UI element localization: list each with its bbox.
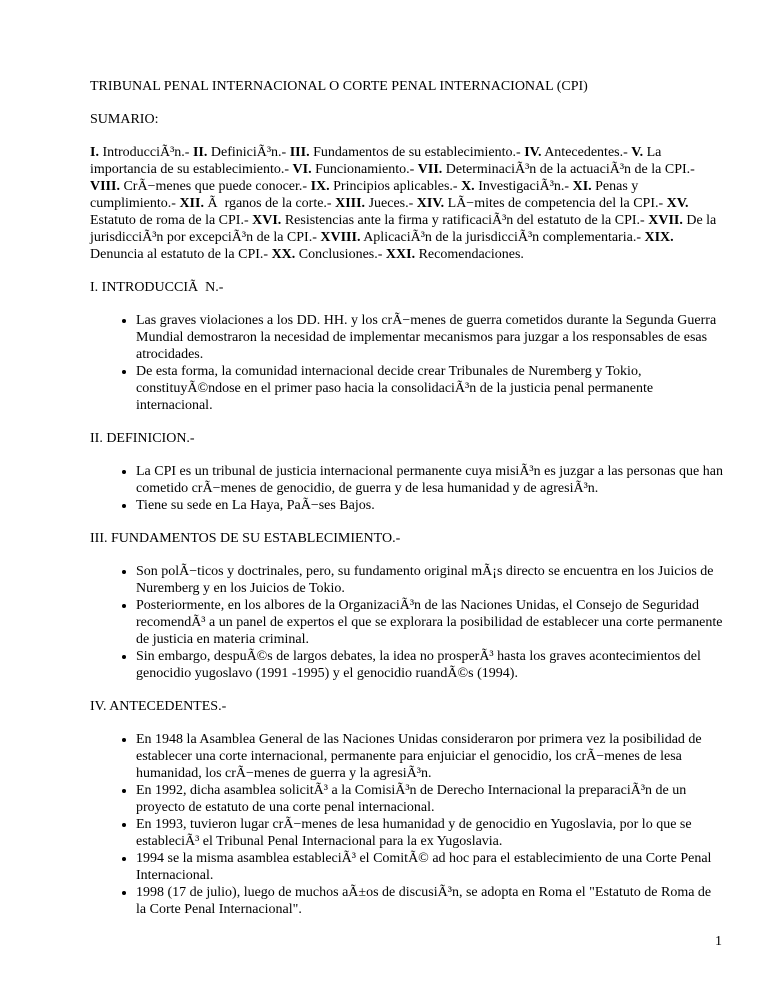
bullet-item: • Tiene su sede en La Haya, PaÃ−ses Bajos.: [136, 497, 724, 514]
bullet-item: • La CPI es un tribunal de justicia internacional permanente cuya misiÃ³n es juzgar a las personas que han cometido crÃ−menes de genocidio, de guerra y de lesa humanidad y de agresiÃ³n.: [136, 463, 724, 497]
summary-roman-numeral: XXI.: [385, 247, 416, 262]
document-title: TRIBUNAL PENAL INTERNACIONAL O CORTE PENAL INTERNACIONAL (CPI): [90, 79, 588, 94]
section-heading: III. FUNDAMENTOS DE SU ESTABLECIMIENTO.-: [90, 531, 401, 546]
summary-roman-numeral: XIII.: [335, 196, 366, 211]
summary-roman-numeral: XII.: [179, 196, 204, 211]
summary-roman-numeral: IX.: [310, 179, 330, 194]
summary-roman-numeral: XIV.: [416, 196, 445, 211]
summary-roman-numeral: I.: [90, 145, 99, 160]
page-number: 1: [715, 934, 722, 949]
summary-roman-numeral: V.: [631, 145, 644, 160]
bullet-item: • Las graves violaciones a los DD. HH. y los crÃ−menes de guerra cometidos durante la Segunda Guerra Mundial demostraron la necesidad de implementar mecanismos para juzgar a los responsables de esas atrocidades.: [136, 312, 724, 363]
summary-roman-numeral: XX.: [271, 247, 296, 262]
bullet-item: • 1994 se la misma asamblea estableciÃ³ el ComitÃ© ad hoc para el establecimiento de una Corte Penal Internacional.: [136, 850, 724, 884]
summary-roman-numeral: X.: [461, 179, 475, 194]
summary-roman-numeral: XI.: [572, 179, 592, 194]
summary-roman-numeral: XV.: [666, 196, 689, 211]
bullet-item: • De esta forma, la comunidad internacional decide crear Tribunales de Nuremberg y Tokio, constituyÃ©ndose en el primer paso hacia la consolidaciÃ³n de la justicia penal permanente internacional.: [136, 363, 724, 414]
bullet-item: • En 1992, dicha asamblea solicitÃ³ a la ComisiÃ³n de Derecho Internacional la preparaciÃ³n de un proyecto de estatuto de una corte penal internacional.: [136, 782, 724, 816]
sumario-label: SUMARIO:: [90, 112, 159, 127]
summary-roman-numeral: XIX.: [644, 230, 674, 245]
section-heading: I. INTRODUCCIÃ N.-: [90, 280, 224, 295]
bullet-list: [90, 312, 724, 414]
summary-roman-numeral: IV.: [524, 145, 542, 160]
bullet-item: • Son polÃ−ticos y doctrinales, pero, su fundamento original mÃ¡s directo se encuentra en los Juicios de Nuremberg y en los Juicios de Tokio.: [136, 563, 724, 597]
bullet-item: • Sin embargo, despuÃ©s de largos debates, la idea no prosperÃ³ hasta los graves acontecimientos del genocidio yugoslavo (1991 -1995) y el genocidio ruandÃ©s (1994).: [136, 648, 724, 682]
bullet-list: [90, 563, 724, 682]
section-heading: II. DEFINICION.-: [90, 431, 195, 446]
bullet-item: • En 1993, tuvieron lugar crÃ−menes de lesa humanidad y de genocidio en Yugoslavia, por lo que se estableciÃ³ el Tribunal Penal Internacional para la ex Yugoslavia.: [136, 816, 724, 850]
bullet-list: [90, 731, 724, 918]
summary-roman-numeral: VII.: [417, 162, 443, 177]
summary-roman-numeral: VI.: [292, 162, 312, 177]
sections-container: [90, 279, 727, 918]
bullet-item: • En 1948 la Asamblea General de las Naciones Unidas consideraron por primera vez la posibilidad de establecer una corte internacional, permanente para enjuiciar el genocidio, los crÃ−menes de lesa humanidad, los crÃ−menes de guerra y la agresiÃ³n.: [136, 731, 724, 782]
summary-roman-numeral: III.: [289, 145, 310, 160]
section-heading: IV. ANTECEDENTES.-: [90, 699, 227, 714]
bullet-item: • 1998 (17 de julio), luego de muchos aÃ±os de discusiÃ³n, se adopta en Roma el "Estatuto de Roma de la Corte Penal Internacional".: [136, 884, 724, 918]
bullet-list: [90, 463, 727, 514]
bullet-item: • Posteriormente, en los albores de la OrganizaciÃ³n de las Naciones Unidas, el Consejo de Seguridad recomendÃ³ a un panel de expertos el que se explorara la posibilidad de establecer una corte permanente de justicia en materia criminal.: [136, 597, 724, 648]
summary-roman-numeral: II.: [192, 145, 208, 160]
summary-roman-numeral: XVIII.: [320, 230, 361, 245]
summary-roman-numeral: VIII.: [90, 179, 120, 194]
summary-roman-numeral: XVII.: [648, 213, 683, 228]
summary-roman-numeral: XVI.: [252, 213, 282, 228]
summary-paragraph: I. IntroducciÃ³n.- II. DefiniciÃ³n.- III. Fundamentos de su establecimiento.- IV. Antecedentes.- V. La importancia de su establecimiento.- VI. Funcionamiento.- VII. DeterminaciÃ³n de la actuaciÃ³n de la CPI.- VIII. CrÃ−menes que puede conocer.- IX. Principios aplicables.- X. InvestigaciÃ³n.- XI. Penas y cumplimiento.- XII. Ã rganos de la corte.- XIII. Jueces.- XIV. LÃ−mites de competencia del la CPI.- XV. Estatuto de roma de la CPI.- XVI. Resistencias ante la firma y ratificaciÃ³n del estatuto de la CPI.- XVII. De la jurisdicciÃ³n por excepciÃ³n de la CPI.- XVIII. AplicaciÃ³n de la jurisdicciÃ³n complementaria.- XIX. Denuncia al estatuto de la CPI.- XX. Conclusiones.- XXI. Recomendaciones.: [90, 145, 720, 262]
